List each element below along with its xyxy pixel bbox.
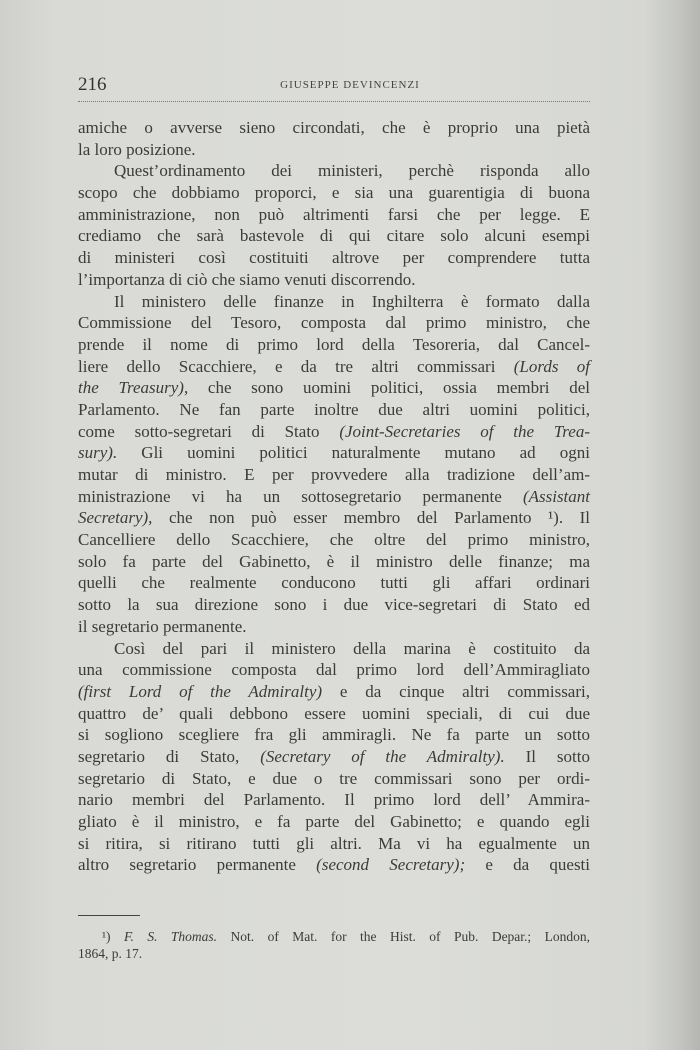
footnote: [78, 928, 590, 962]
text-line: [78, 594, 590, 616]
text-line: [78, 572, 590, 594]
text-line: [78, 421, 590, 443]
text-line: [78, 442, 590, 464]
text-segment: di ministeri così costituiti altrove per comprendere tutta: [78, 248, 590, 268]
text-line: [78, 928, 590, 945]
text-segment: prende il nome di primo lord della Tesoreria, dal Cancel-: [78, 334, 590, 354]
text-segment: che sono uomini politici, ossia membri del: [188, 378, 590, 398]
italic-text: (Lords of: [513, 356, 590, 376]
text-line: [78, 269, 590, 291]
text-segment: una commissione composta dal primo lord dell’Ammiragliato: [78, 660, 590, 680]
text-segment: ¹): [102, 929, 124, 944]
text-segment: Parlamento. Ne fan parte inoltre due altri uomini politici,: [78, 399, 590, 419]
text-line: [78, 139, 590, 161]
text-line: [78, 616, 590, 638]
text-line: [78, 507, 590, 529]
text-line: [78, 247, 590, 269]
text-segment: Not. of Mat. for the Hist. of Pub. Depar.; London,: [217, 929, 590, 944]
text-segment: l’importanza di ciò che siamo venuti discorrendo.: [78, 269, 416, 289]
italic-text: (first Lord of the Admiralty): [78, 681, 323, 701]
footnote-rule: [78, 915, 140, 916]
text-segment: Cancelliere dello Scacchiere, che oltre del primo ministro,: [78, 530, 590, 550]
text-segment: quelli che realmente conducono tutti gli affari ordinari: [78, 573, 590, 593]
text-segment: Così del pari il ministero della marina è costituito da: [114, 638, 590, 658]
text-segment: Gli uomini politici naturalmente mutano ad ogni: [117, 443, 590, 463]
text-segment: Il ministero delle finanze in Inghilterra è formato dalla: [114, 291, 590, 311]
text-line: [78, 724, 590, 746]
text-line: [78, 703, 590, 725]
text-line: [78, 486, 590, 508]
text-segment: Commissione del Tesoro, composta dal primo ministro, che: [78, 313, 590, 333]
italic-text: (Joint-Secretaries of the Trea-: [339, 421, 591, 441]
italic-text: the Treasury),: [78, 378, 189, 398]
text-line: [78, 789, 590, 811]
text-line: [78, 638, 590, 660]
text-line: [78, 312, 590, 334]
text-segment: scopo che dobbiamo proporci, e sia una guarentigia di buona: [78, 183, 590, 203]
italic-text: (second Secretary);: [316, 855, 466, 875]
text-segment: segretario di Stato,: [78, 746, 261, 766]
text-segment: si ritira, si ritirano tutti gli altri. Ma vi ha egualmente un: [78, 833, 590, 853]
text-segment: ministrazione vi ha un sottosegretario permanente: [78, 486, 523, 506]
text-segment: solo fa parte del Gabinetto, è il ministro delle finanze; ma: [78, 551, 590, 571]
text-line: [78, 768, 590, 790]
text-line: [78, 746, 590, 768]
text-segment: sotto la sua direzione sono i due vice-segretari di Stato ed: [78, 595, 590, 615]
text-segment: il segretario permanente.: [78, 616, 247, 636]
text-line: [78, 117, 590, 139]
text-line: [78, 551, 590, 573]
text-segment: Quest’ordinamento dei ministeri, perchè risponda allo: [114, 161, 590, 181]
text-segment: e da cinque altri commissari,: [322, 681, 590, 701]
italic-text: F. S. Thomas.: [124, 929, 218, 944]
page-number: 216: [78, 74, 107, 95]
text-line: [78, 945, 590, 962]
text-segment: quattro de’ quali debbono essere uomini speciali, di cui due: [78, 703, 590, 723]
text-segment: altro segretario permanente: [78, 855, 317, 875]
text-line: [78, 854, 590, 876]
text-segment: mutar di ministro. E per provvedere alla tradizione dell’am-: [78, 465, 590, 484]
text-line: [78, 811, 590, 833]
text-segment: crediamo che sarà bastevole di qui citare solo alcuni esempi: [78, 226, 590, 246]
text-segment: liere dello Scacchiere, e da tre altri commissari: [78, 356, 514, 376]
text-line: [78, 182, 590, 204]
italic-text: (Secretary of the Admiralty).: [260, 746, 505, 766]
text-line: [78, 225, 590, 247]
text-line: [78, 659, 590, 681]
text-segment: che non può esser membro del Parlamento ¹). Il: [152, 508, 590, 528]
text-segment: Il sotto: [504, 746, 590, 766]
text-line: [78, 681, 590, 703]
italic-text: sury).: [78, 443, 118, 463]
text-line: [78, 204, 590, 226]
body-text: [78, 117, 590, 876]
text-line: [78, 529, 590, 551]
text-line: [78, 377, 590, 399]
text-segment: gliato è il ministro, e fa parte del Gabinetto; e quando egli: [78, 812, 590, 831]
text-segment: amministrazione, non può altrimenti farsi che per legge. E: [78, 204, 590, 224]
text-segment: 1864, p. 17.: [78, 946, 143, 961]
text-line: [78, 464, 590, 486]
text-line: [78, 160, 590, 182]
text-segment: si sogliono scegliere fra gli ammiragli. Ne fa parte un sotto: [78, 725, 590, 745]
header-rule: [78, 101, 590, 102]
text-segment: segretario di Stato, e due o tre commissari sono per ordi-: [78, 768, 590, 788]
italic-text: Secretary),: [78, 508, 153, 528]
text-segment: come sotto-segretari di Stato: [78, 421, 340, 441]
text-line: [78, 399, 590, 421]
text-segment: la loro posizione.: [78, 139, 196, 159]
text-segment: amiche o avverse sieno circondati, che è proprio una pietà: [78, 118, 590, 137]
text-line: [78, 833, 590, 855]
text-line: [78, 356, 590, 378]
text-segment: nario membri del Parlamento. Il primo lord dell’ Ammira-: [78, 790, 590, 810]
text-line: [78, 334, 590, 356]
italic-text: (Assistant: [522, 486, 590, 506]
text-segment: e da questi: [465, 855, 591, 875]
text-line: [78, 291, 590, 313]
running-head: GIUSEPPE DEVINCENZI: [280, 79, 420, 91]
